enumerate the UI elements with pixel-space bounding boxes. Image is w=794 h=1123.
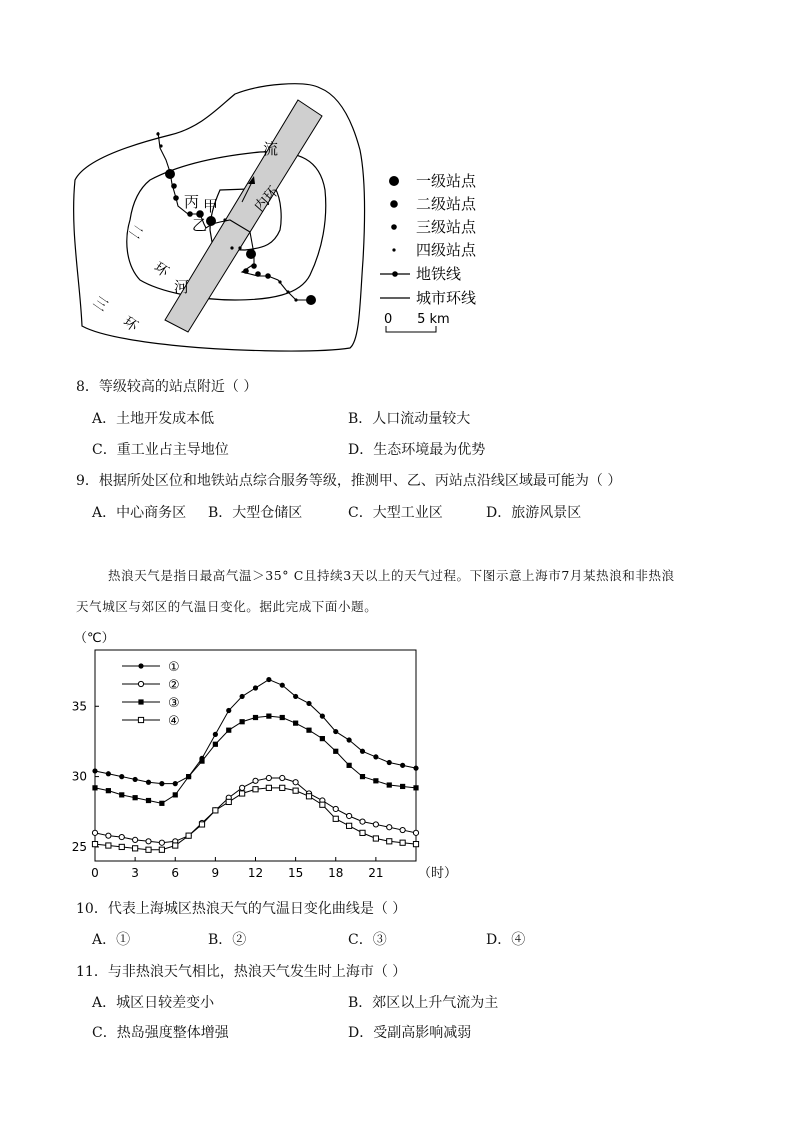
- series-4-point: [373, 836, 378, 841]
- series-1-point: [333, 729, 338, 734]
- series-1-point: [253, 685, 258, 690]
- series-1-point: [293, 694, 298, 699]
- chart-xlabel: （时）: [418, 866, 458, 881]
- series-2-point: [106, 833, 111, 838]
- station-level-4: [159, 144, 162, 147]
- series-4-point: [199, 822, 204, 827]
- series-3-point: [173, 792, 178, 797]
- chart-plot-frame: [95, 650, 416, 861]
- series-3-point: [240, 719, 245, 724]
- intro-paragraph-line-2: 天气城区与郊区的气温日变化。据此完成下面小题。: [76, 599, 378, 614]
- y-tick-label: 35: [71, 699, 87, 714]
- series-2-point: [119, 834, 124, 839]
- series-1-point: [226, 708, 231, 713]
- question-8-option-a[interactable]: A．土地开发成本低: [92, 411, 215, 427]
- series-3-point: [213, 742, 218, 747]
- station-level-3: [251, 263, 257, 269]
- series-4-point: [240, 791, 245, 796]
- question-11-option-d[interactable]: D．受副高影响减弱: [348, 1025, 472, 1041]
- legend-4-marker: [138, 717, 143, 722]
- legend-2-label: ②: [168, 678, 180, 693]
- series-3-point: [133, 795, 138, 800]
- question-9-option-a[interactable]: A．中心商务区: [92, 505, 187, 521]
- temperature-chart: [60, 622, 458, 887]
- label-second-ring-2: 环: [150, 259, 172, 281]
- legend-level4-label: 四级站点: [416, 241, 477, 259]
- station-jia-level-1: [206, 216, 216, 226]
- question-11-option-c[interactable]: C．热岛强度整体增强: [92, 1025, 229, 1041]
- series-1-point: [92, 768, 97, 773]
- series-1-point: [240, 694, 245, 699]
- series-3-point: [159, 801, 164, 806]
- series-4-point: [306, 794, 311, 799]
- legend-level1-symbol: [389, 176, 399, 186]
- series-4-point: [106, 843, 111, 848]
- label-third-ring-1: 三: [89, 293, 111, 315]
- series-1-point: [106, 771, 111, 776]
- series-1-point: [266, 677, 271, 682]
- label-river: 河: [174, 278, 190, 296]
- label-second-ring-1: 二: [125, 222, 147, 244]
- station-level-3: [243, 268, 249, 274]
- third-ring-road: [74, 84, 365, 351]
- question-11-stem: 11．与非热浪天气相比，热浪天气发生时上海市（ ）: [76, 964, 407, 980]
- series-3-point: [106, 788, 111, 793]
- series-1-point: [173, 781, 178, 786]
- question-10-option-a[interactable]: A．①: [92, 932, 131, 948]
- station-level-3: [173, 195, 179, 201]
- x-tick-label: 18: [328, 866, 344, 880]
- question-8-option-b[interactable]: B．人口流动量较大: [348, 411, 471, 427]
- question-8-option-c[interactable]: C．重工业占主导地位: [92, 442, 229, 458]
- series-1-point: [213, 732, 218, 737]
- station-level-4: [286, 290, 289, 293]
- series-2-point: [146, 839, 151, 844]
- series-1-point: [387, 760, 392, 765]
- series-4-point: [186, 833, 191, 838]
- legend-metro-dot: [392, 271, 398, 277]
- series-1-point: [306, 701, 311, 706]
- x-tick-label: 21: [368, 866, 384, 880]
- station-level-3: [255, 271, 261, 277]
- series-4-point: [159, 847, 164, 852]
- chart-axis-ticks: [72, 699, 384, 880]
- station-level-4: [223, 218, 226, 221]
- legend-2-marker: [138, 681, 143, 686]
- question-11-option-a[interactable]: A．城区日较差变小: [92, 995, 215, 1011]
- series-2-point: [400, 827, 405, 832]
- series-3-point: [226, 728, 231, 733]
- series-2-point: [133, 837, 138, 842]
- series-1-point: [159, 781, 164, 786]
- series-2-point: [266, 775, 271, 780]
- series-1-point: [373, 754, 378, 759]
- series-2: [92, 775, 418, 845]
- legend-3-label: ③: [168, 696, 180, 711]
- station-level-1: [246, 249, 256, 259]
- series-1-point: [146, 780, 151, 785]
- series-4-point: [266, 785, 271, 790]
- label-jia: 甲: [203, 197, 219, 215]
- series-1-point: [413, 766, 418, 771]
- station-level-1: [165, 169, 175, 179]
- legend-scale-label: 0 5 km: [384, 312, 450, 327]
- x-tick-label: 12: [247, 866, 264, 880]
- question-10-option-b[interactable]: B．②: [208, 932, 247, 948]
- legend-metro-label: 地铁线: [416, 265, 462, 283]
- legend-1-marker: [138, 663, 143, 668]
- series-2-point: [333, 806, 338, 811]
- series-1-point: [119, 774, 124, 779]
- series-3-point: [320, 736, 325, 741]
- station-level-3: [171, 183, 177, 189]
- legend-4-label: ④: [168, 714, 180, 729]
- x-tick-label: 9: [211, 866, 220, 880]
- series-3-point: [266, 714, 271, 719]
- station-level-3: [265, 273, 271, 279]
- series-4-point: [333, 816, 338, 821]
- series-2-point: [159, 840, 164, 845]
- series-2-point: [280, 775, 285, 780]
- series-4: [92, 785, 418, 852]
- series-3-point: [413, 785, 418, 790]
- map-legend: [380, 172, 477, 332]
- series-4-point: [347, 823, 352, 828]
- question-9-option-c[interactable]: C．大型工业区: [348, 505, 443, 521]
- subway-map-figure: [60, 80, 500, 350]
- question-8-stem: 8．等级较高的站点附近（ ）: [76, 379, 258, 395]
- series-4-point: [133, 846, 138, 851]
- chart-legend: [122, 660, 180, 729]
- series-2-point: [240, 785, 245, 790]
- label-bing: 丙: [184, 193, 200, 211]
- series-3-point: [360, 774, 365, 779]
- series-1-point: [400, 763, 405, 768]
- series-2-point: [92, 830, 97, 835]
- series-1-point: [133, 777, 138, 782]
- intro-paragraph-line-1: 热浪天气是指日最高气温＞35° C且持续3天以上的天气过程。下图示意上海市7月某热浪和非热浪: [108, 568, 675, 583]
- legend-level1-label: 一级站点: [416, 172, 477, 190]
- series-2-point: [360, 819, 365, 824]
- series-3-point: [199, 759, 204, 764]
- question-10-stem: 10．代表上海城区热浪天气的气温日变化曲线是（ ）: [76, 901, 407, 917]
- series-3-point: [186, 774, 191, 779]
- chart-ylabel: （℃）: [74, 631, 115, 646]
- series-4-point: [400, 840, 405, 845]
- station-level-4: [278, 280, 281, 283]
- legend-level3-label: 三级站点: [416, 218, 477, 236]
- series-4-point: [413, 842, 418, 847]
- series-3-point: [400, 784, 405, 789]
- station-level-1: [306, 295, 316, 305]
- series-3-point: [92, 785, 97, 790]
- series-1: [92, 677, 418, 786]
- series-3-point: [333, 749, 338, 754]
- x-tick-label: 6: [171, 866, 180, 880]
- legend-level2-symbol: [390, 200, 398, 208]
- question-9-stem: 9．根据所处区位和地铁站点综合服务等级，推测甲、乙、丙站点沿线区域最可能为（ ）: [76, 473, 622, 489]
- series-2-point: [387, 825, 392, 830]
- series-4-point: [280, 785, 285, 790]
- question-10-option-d[interactable]: D．④: [486, 932, 526, 948]
- y-tick-label: 25: [71, 839, 87, 854]
- series-4-point: [173, 843, 178, 848]
- series-4-point: [226, 799, 231, 804]
- series-3-point: [253, 715, 258, 720]
- series-3-point: [146, 798, 151, 803]
- series-2-point: [293, 780, 298, 785]
- series-4-point: [320, 802, 325, 807]
- label-third-ring-2: 环: [119, 313, 141, 335]
- question-9-option-b[interactable]: B．大型仓储区: [208, 505, 303, 521]
- station-level-4: [238, 246, 241, 249]
- series-1-point: [360, 749, 365, 754]
- series-3-point: [387, 782, 392, 787]
- series-4-point: [360, 830, 365, 835]
- label-liu: 流: [263, 140, 279, 158]
- x-tick-label: 15: [287, 866, 304, 880]
- series-2-point: [373, 822, 378, 827]
- legend-ring-label: 城市环线: [416, 289, 477, 307]
- legend-3-marker: [138, 699, 143, 704]
- legend-level3-symbol: [391, 224, 397, 230]
- series-4-point: [146, 847, 151, 852]
- series-4-point: [387, 839, 392, 844]
- question-11-option-b[interactable]: B．郊区以上升气流为主: [348, 995, 499, 1011]
- station-level-4: [294, 298, 297, 301]
- series-4-point: [253, 787, 258, 792]
- label-inner-ring: 内环: [251, 183, 283, 216]
- legend-1-label: ①: [168, 660, 180, 675]
- question-10-option-c[interactable]: C．③: [348, 932, 387, 948]
- x-tick-label: 3: [131, 866, 139, 880]
- series-1-point: [347, 737, 352, 742]
- series-3-point: [119, 792, 124, 797]
- question-9-option-d[interactable]: D．旅游风景区: [486, 505, 582, 521]
- series-3-point: [347, 763, 352, 768]
- series-4-point: [293, 788, 298, 793]
- series-2-point: [413, 830, 418, 835]
- series-4-point: [213, 808, 218, 813]
- station-level-4: [156, 132, 159, 135]
- series-3-point: [293, 721, 298, 726]
- station-level-4: [230, 246, 233, 249]
- series-3-point: [373, 778, 378, 783]
- question-8-option-d[interactable]: D．生态环境最为优势: [348, 442, 486, 458]
- legend-level4-symbol: [392, 248, 395, 251]
- series-4-point: [119, 844, 124, 849]
- y-tick-label: 30: [71, 769, 87, 784]
- series-4-point: [92, 842, 97, 847]
- series-1-line: [95, 680, 416, 784]
- label-yi: 乙: [192, 216, 208, 234]
- series-2-point: [253, 778, 258, 783]
- series-2-point: [347, 813, 352, 818]
- series-1-point: [280, 683, 285, 688]
- series-1-point: [320, 714, 325, 719]
- legend-level2-label: 二级站点: [416, 195, 477, 213]
- series-3-point: [306, 728, 311, 733]
- x-tick-label: 0: [91, 866, 99, 880]
- series-3-point: [280, 715, 285, 720]
